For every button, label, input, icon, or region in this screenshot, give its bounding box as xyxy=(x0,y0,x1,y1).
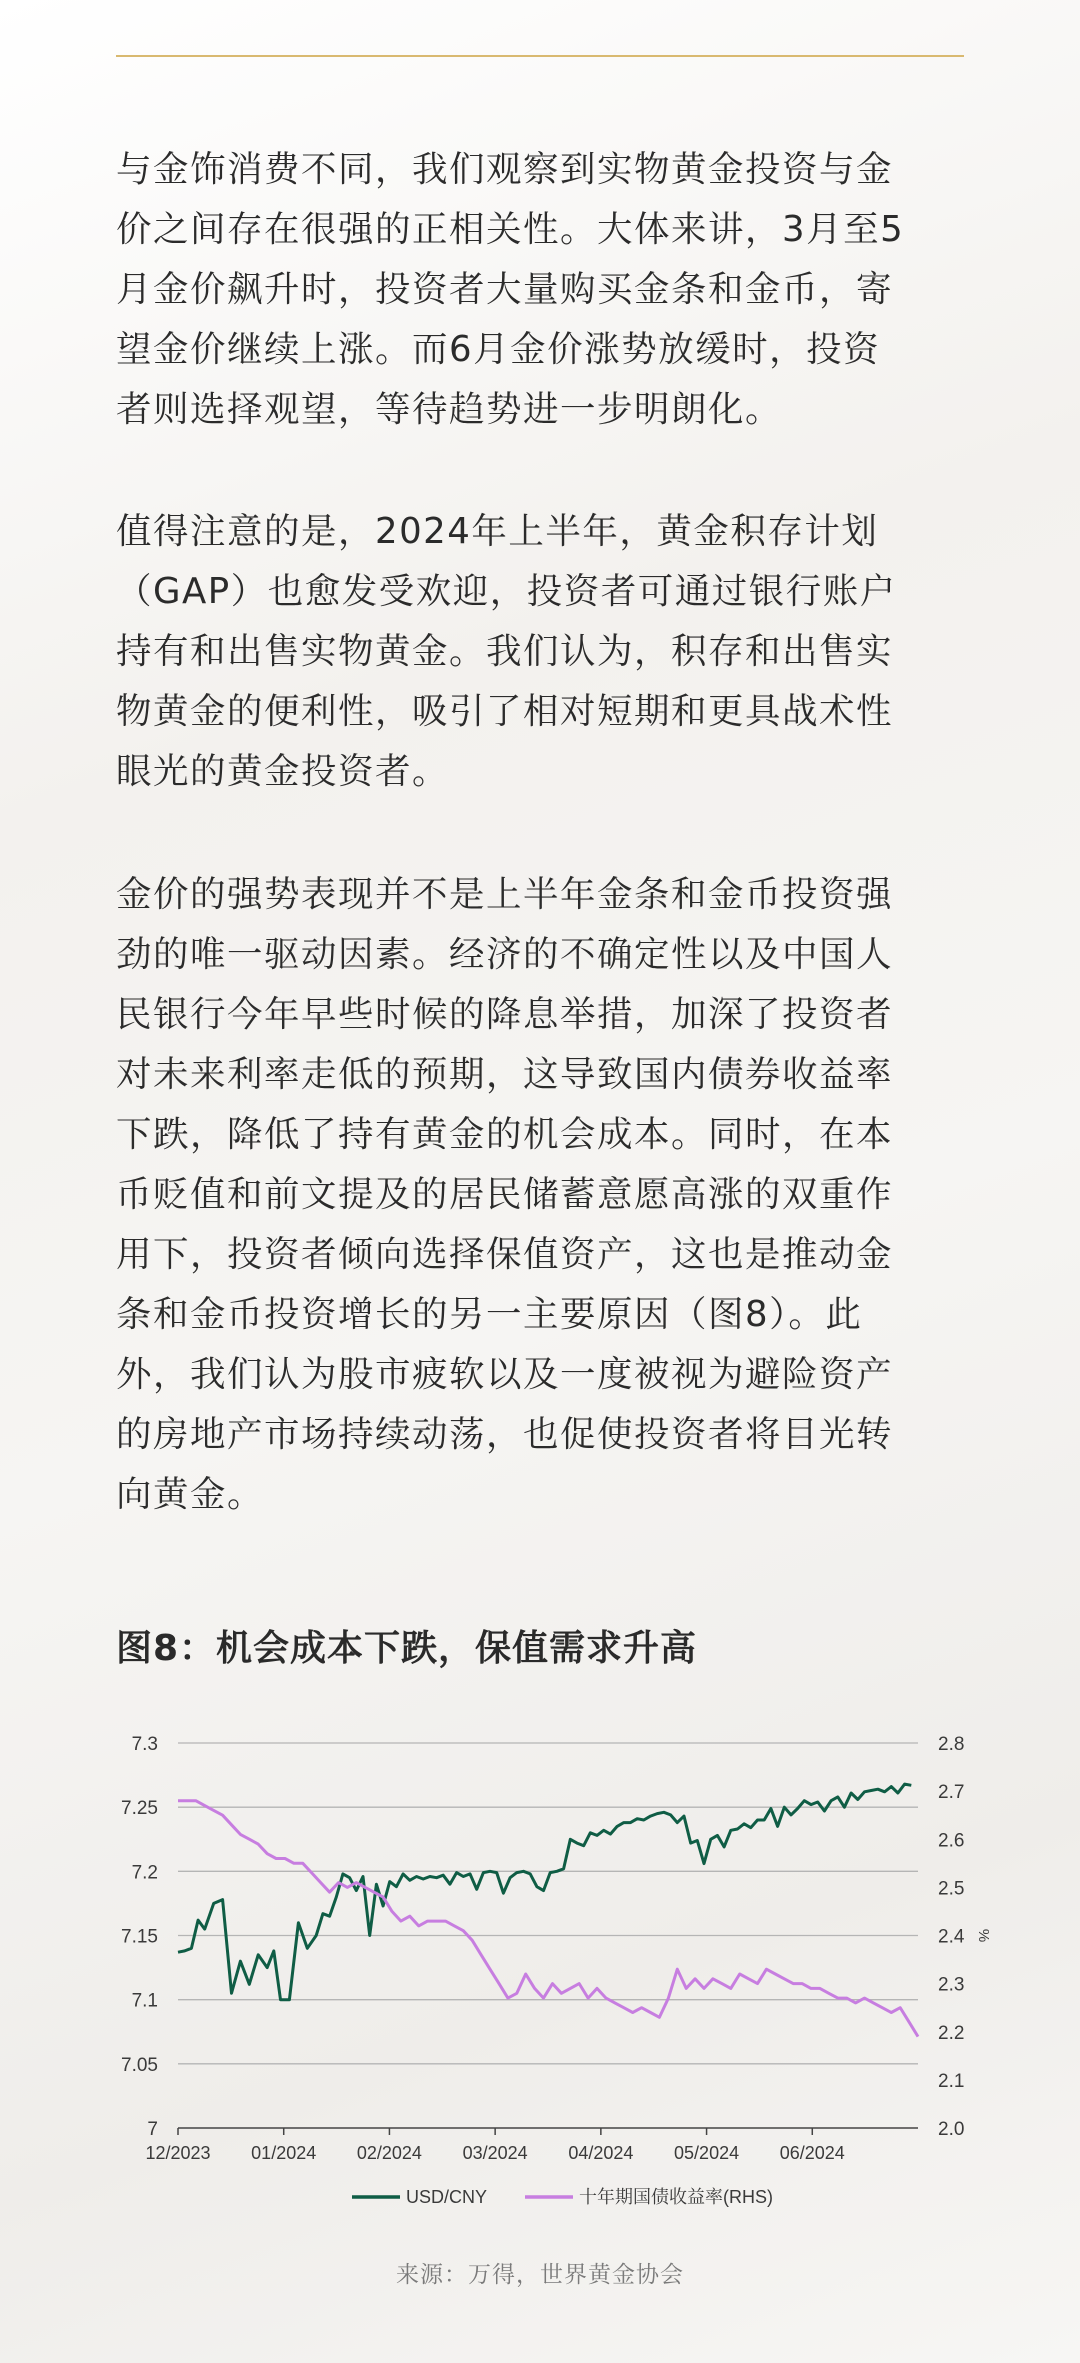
text-line: 月金价飙升时，投资者大量购买金条和金币，寄 xyxy=(116,269,894,310)
x-tick-label: 05/2024 xyxy=(674,2143,740,2163)
top-divider xyxy=(116,55,964,57)
text-line: 对未来利率走低的预期，这导致国内债券收益率 xyxy=(116,1054,894,1095)
text-line: 持有和出售实物黄金。我们认为，积存和出售实 xyxy=(116,631,894,672)
text-line: 条和金币投资增长的另一主要原因（图8）。此 xyxy=(116,1294,863,1335)
right-tick-label: 2.8 xyxy=(938,1734,965,1755)
text-line: 价之间存在很强的正相关性。大体来讲，3月至5 xyxy=(116,209,905,250)
right-tick-label: 2.5 xyxy=(938,1878,965,1900)
paragraph-2 xyxy=(116,502,976,802)
text-line: 金价的强势表现并不是上半年金条和金币投资强 xyxy=(116,874,894,915)
text-line: 向黄金。 xyxy=(116,1474,265,1515)
right-tick-label: 2.2 xyxy=(938,2022,965,2044)
text-line: 劲的唯一驱动因素。经济的不确定性以及中国人 xyxy=(116,934,894,975)
source-note: 来源：万得，世界黄金协会 xyxy=(396,2262,684,2288)
text-line: 下跌，降低了持有黄金的机会成本。同时，在本 xyxy=(116,1114,894,1155)
x-tick-label: 02/2024 xyxy=(356,2143,422,2163)
left-tick-label: 7.2 xyxy=(131,1862,158,1884)
series-line-usdcny xyxy=(178,1784,911,2000)
figure-title: 图8：机会成本下跌，保值需求升高 xyxy=(116,1628,698,1669)
right-tick-label: 2.0 xyxy=(938,2119,965,2140)
text-line: 眼光的黄金投资者。 xyxy=(116,751,450,792)
x-tick-label: 06/2024 xyxy=(779,2143,845,2163)
x-tick-label: 04/2024 xyxy=(568,2143,634,2163)
left-tick-label: 7.3 xyxy=(131,1734,158,1755)
right-tick-label: 2.6 xyxy=(938,1830,965,1852)
x-tick-label: 03/2024 xyxy=(462,2143,528,2163)
text-line: 与金饰消费不同，我们观察到实物黄金投资与金 xyxy=(116,149,894,190)
left-tick-label: 7.05 xyxy=(121,2054,158,2076)
right-tick-label: 2.3 xyxy=(938,1974,965,1996)
paragraph-1 xyxy=(116,140,976,440)
legend-label: USD/CNY xyxy=(406,2187,488,2207)
text-line: 用下，投资者倾向选择保值资产，这也是推动金 xyxy=(116,1234,894,1275)
left-tick-label: 7.1 xyxy=(131,1990,158,2012)
text-line: 外，我们认为股市疲软以及一度被视为避险资产 xyxy=(116,1354,894,1395)
right-tick-label: 2.4 xyxy=(938,1926,965,1948)
paragraph-3 xyxy=(116,865,976,1525)
text-line: 的房地产市场持续动荡，也促使投资者将目光转 xyxy=(116,1414,894,1455)
left-tick-label: 7.15 xyxy=(121,1926,158,1948)
text-line: 者则选择观望，等待趋势进一步明朗化。 xyxy=(116,389,783,430)
text-line: 值得注意的是，2024年上半年，黄金积存计划 xyxy=(116,511,879,552)
x-tick-label: 12/2023 xyxy=(145,2143,211,2163)
series-line-bond-yield xyxy=(178,1801,918,2037)
x-tick-label: 01/2024 xyxy=(251,2143,317,2163)
text-line: 望金价继续上涨。而6月金价涨势放缓时，投资 xyxy=(116,329,881,370)
right-axis-label: % xyxy=(975,1928,992,1943)
left-tick-label: 7 xyxy=(147,2119,158,2140)
text-line: 币贬值和前文提及的居民储蓄意愿高涨的双重作 xyxy=(116,1174,894,1215)
legend-label: 十年期国债收益率(RHS) xyxy=(579,2187,773,2207)
text-line: 物黄金的便利性，吸引了相对短期和更具战术性 xyxy=(116,691,894,732)
right-tick-label: 2.1 xyxy=(938,2070,965,2092)
line-chart xyxy=(0,1700,1080,2240)
text-line: （GAP）也愈发受欢迎，投资者可通过银行账户 xyxy=(116,571,897,612)
left-tick-label: 7.25 xyxy=(121,1798,158,1820)
text-line: 民银行今年早些时候的降息举措，加深了投资者 xyxy=(116,994,894,1035)
right-tick-label: 2.7 xyxy=(938,1782,965,1804)
